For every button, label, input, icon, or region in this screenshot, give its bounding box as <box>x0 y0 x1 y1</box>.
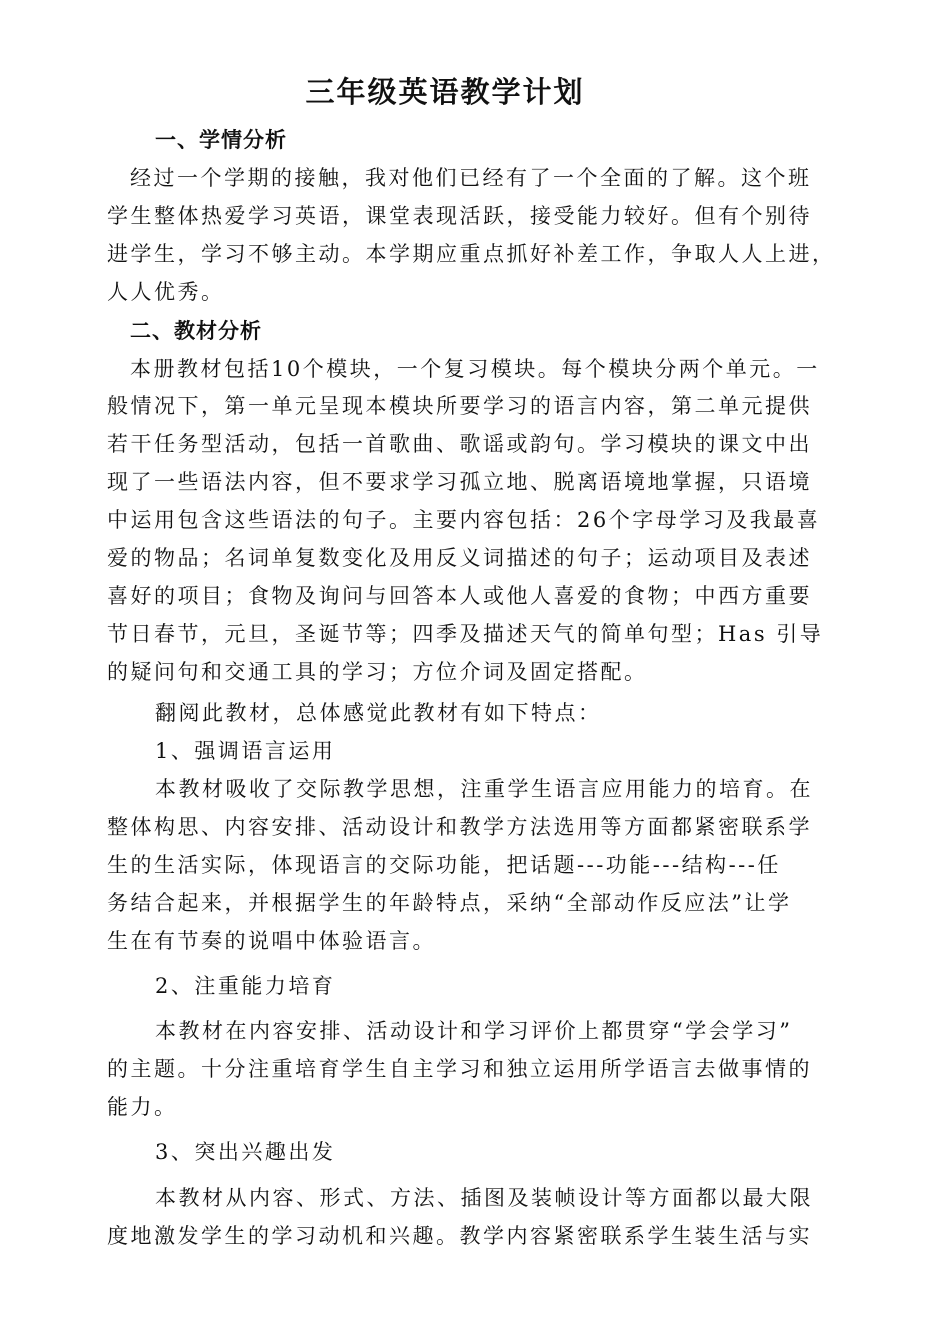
paragraph-line: 中运用包含这些语法的句子。主要内容包括：26个字母学习及我最喜 <box>107 508 821 532</box>
paragraph-line: 经过一个学期的接触，我对他们已经有了一个全面的了解。这个班 <box>130 166 812 190</box>
paragraph-line: 务结合起来，并根据学生的年龄特点，采纳“全部动作反应法”让学 <box>107 891 792 915</box>
paragraph-line: 爱的物品；名词单复数变化及用反义词描述的句子；运动项目及表述 <box>107 546 812 570</box>
paragraph-line: 现了一些语法内容，但不要求学习孤立地、脱离语境地掌握，只语境 <box>107 470 812 494</box>
paragraph-line: 本教材在内容安排、活动设计和学习评价上都贯穿“学会学习” <box>155 1019 793 1043</box>
paragraph-line: 生的生活实际，体现语言的交际功能，把话题---功能---结构---任 <box>107 853 781 877</box>
paragraph-line: 节日春节，元旦，圣诞节等；四季及描述天气的简单句型；Has 引导 <box>107 622 824 646</box>
paragraph-line: 能力。 <box>107 1095 178 1119</box>
paragraph-line: 进学生，学习不够主动。本学期应重点抓好补差工作，争取人人上进， <box>107 242 836 266</box>
paragraph-line: 般情况下，第一单元呈现本模块所要学习的语言内容，第二单元提供 <box>107 394 812 418</box>
paragraph-line: 若干任务型活动，包括一首歌曲、歌谣或韵句。学习模块的课文中出 <box>107 432 812 456</box>
paragraph-line: 整体构思、内容安排、活动设计和教学方法选用等方面都紧密联系学 <box>107 815 812 839</box>
paragraph-line: 人人优秀。 <box>107 280 225 304</box>
paragraph-line: 生在有节奏的说唱中体验语言。 <box>107 929 436 953</box>
section-heading-textbook-analysis: 二、教材分析 <box>130 319 262 343</box>
paragraph-line: 的疑问句和交通工具的学习；方位介词及固定搭配。 <box>107 660 648 684</box>
paragraph-line: 喜好的项目；食物及询问与回答本人或他人喜爱的食物；中西方重要 <box>107 584 812 608</box>
paragraph-line: 本教材从内容、形式、方法、插图及装帧设计等方面都以最大限 <box>155 1186 813 1210</box>
paragraph-line: 度地激发学生的学习动机和兴趣。教学内容紧密联系学生装生活与实 <box>107 1224 812 1248</box>
paragraph-line: 学生整体热爱学习英语，课堂表现活跃，接受能力较好。但有个别待 <box>107 204 812 228</box>
paragraph-line: 本册教材包括10个模块，一个复习模块。每个模块分两个单元。一 <box>130 357 820 381</box>
document-title: 三年级英语教学计划 <box>305 75 585 109</box>
point-heading: 3、突出兴趣出发 <box>155 1140 336 1164</box>
section-heading-learning-analysis: 一、学情分析 <box>155 128 287 152</box>
paragraph-line: 本教材吸收了交际教学思想，注重学生语言应用能力的培育。在 <box>155 777 813 801</box>
point-heading: 1、强调语言运用 <box>155 739 336 763</box>
paragraph-line: 的主题。十分注重培育学生自主学习和独立运用所学语言去做事情的 <box>107 1057 812 1081</box>
point-heading: 2、注重能力培育 <box>155 974 336 998</box>
paragraph-intro: 翻阅此教材，总体感觉此教材有如下特点： <box>155 701 602 725</box>
